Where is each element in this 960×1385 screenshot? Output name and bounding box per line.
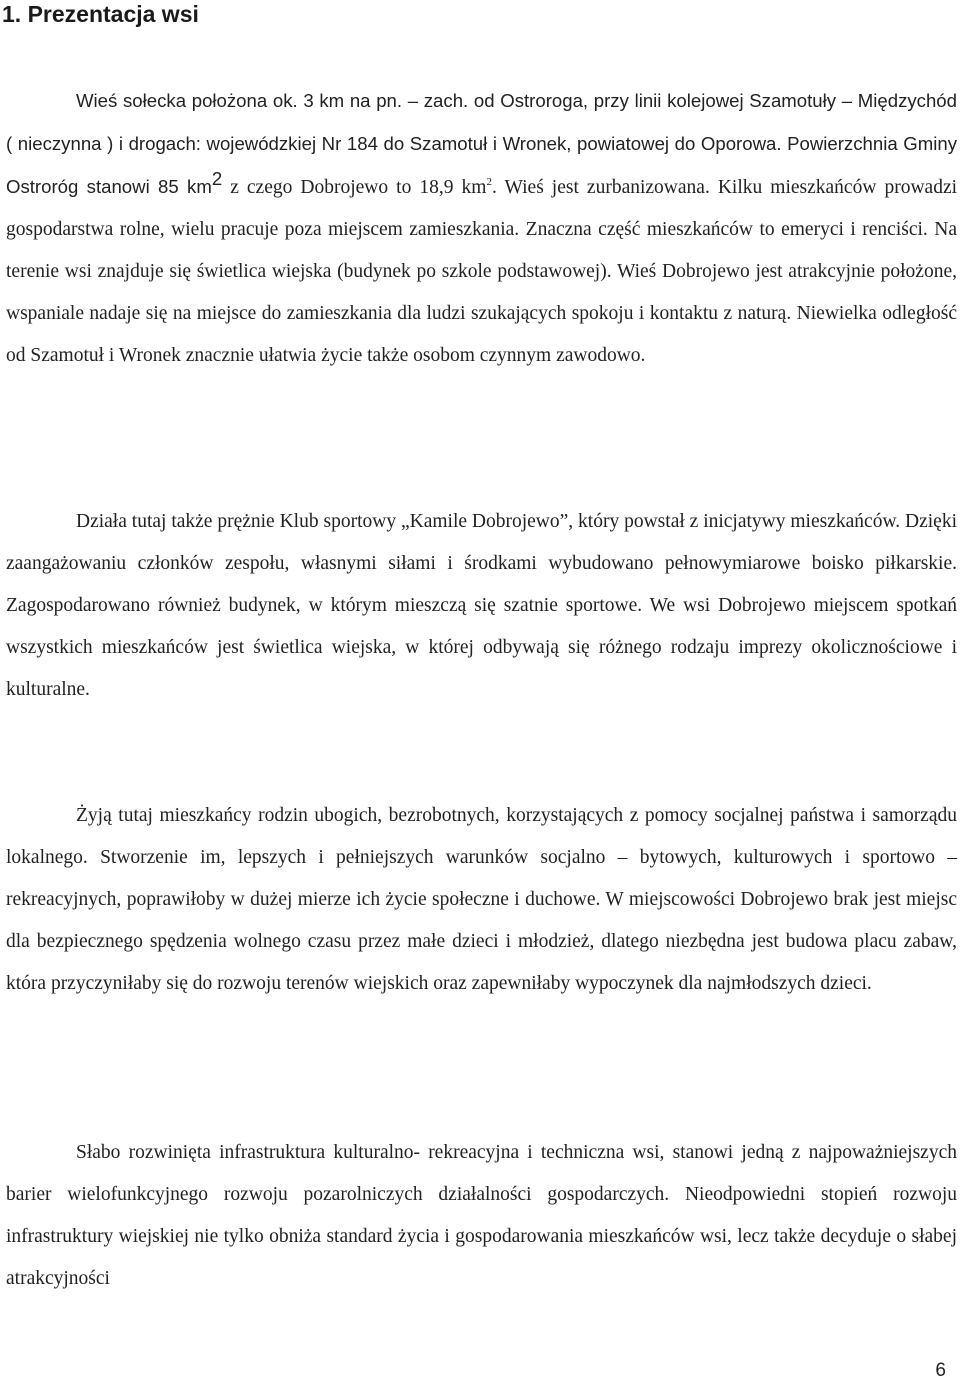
- page-number: 6: [935, 1360, 946, 1381]
- paragraph-text-part-2: z czego Dobrojewo to 18,9 km: [222, 177, 487, 198]
- paragraph-text-part-3: . Wieś jest zurbanizowana. Kilku mieszkańców prowadzi gospodarstwa rolne, wielu pracuje poza miejscem zamieszkania. Znaczna część mieszkańców to emeryci i renciści. Na terenie wsi znajduje się świetlica wiejska (budynek po szkole podstawowej). Wieś Dobrojewo jest atrakcyjnie położone, wspaniale nadaje się na miejsce do zamieszkania dla ludzi szukających spokoju i kontaktu z naturą. Niewielka odległość od Szamotuł i Wronek znacznie ułatwia życie także osobom czynnym zawodowo.: [6, 177, 958, 366]
- paragraph-village-presentation: [6, 80, 957, 377]
- paragraph-text: Słabo rozwinięta infrastruktura kulturalno- rekreacyjna i techniczna wsi, stanowi jedną z najpoważniejszych barier wielofunkcyjnego rozwoju pozarolniczych działalności gospodarczych. Nieodpowiedni stopień rozwoju infrastruktury wiejskiej nie tylko obniża standard życia i gospodarowania mieszkańców wsi, lecz także decyduje o słabej atrakcyjności: [6, 1142, 957, 1289]
- paragraph-text: Działa tutaj także prężnie Klub sportowy „Kamile Dobrojewo”, który powstał z inicjatywy mieszkańców. Dzięki zaangażowaniu członków zespołu, własnymi siłami i środkami wybudowano pełnowymiarowe boisko piłkarskie. Zagospodarowano również budynek, w którym mieszczą się szatnie sportowe. We wsi Dobrojewo miejscem spotkań wszystkich mieszkańców jest świetlica wiejska, w której odbywają się różnego rodzaju imprezy okolicznościowe i kulturalne.: [6, 511, 957, 700]
- superscript-squared: 2: [486, 175, 492, 188]
- paragraph-text-part-1: Wieś sołecka położona ok. 3 km na pn. – zach. od Ostroroga, przy linii kolejowej Szamotuły – Międzychód ( nieczynna ) i drogach: wojewódzkiej Nr 184 do Szamotuł i Wronek, powiatowej do Oporowa. Powierzchnia Gminy Ostroróg stanowi 85 km: [6, 90, 957, 197]
- paragraph-infrastructure: [6, 1132, 957, 1300]
- paragraph-text: Żyją tutaj mieszkańcy rodzin ubogich, bezrobotnych, korzystających z pomocy socjalnej państwa i samorządu lokalnego. Stworzenie im, lepszych i pełniejszych warunków socjalno – bytowych, kulturowych i sportowo – rekreacyjnych, poprawiłoby w dużej mierze ich życie społeczne i duchowe. W miejscowości Dobrojewo brak jest miejsc dla bezpiecznego spędzenia wolnego czasu przez małe dzieci i młodzież, dlatego niezbędna jest budowa placu zabaw, która przyczyniłaby się do rozwoju terenów wiejskich oraz zapewniłaby wypoczynek dla najmłodszych dzieci.: [6, 805, 957, 994]
- paragraph-sports-club: [6, 501, 957, 711]
- paragraph-social-needs: [6, 795, 957, 1005]
- section-heading: 1. Prezentacja wsi: [2, 1, 199, 27]
- superscript-squared: 2: [211, 167, 223, 189]
